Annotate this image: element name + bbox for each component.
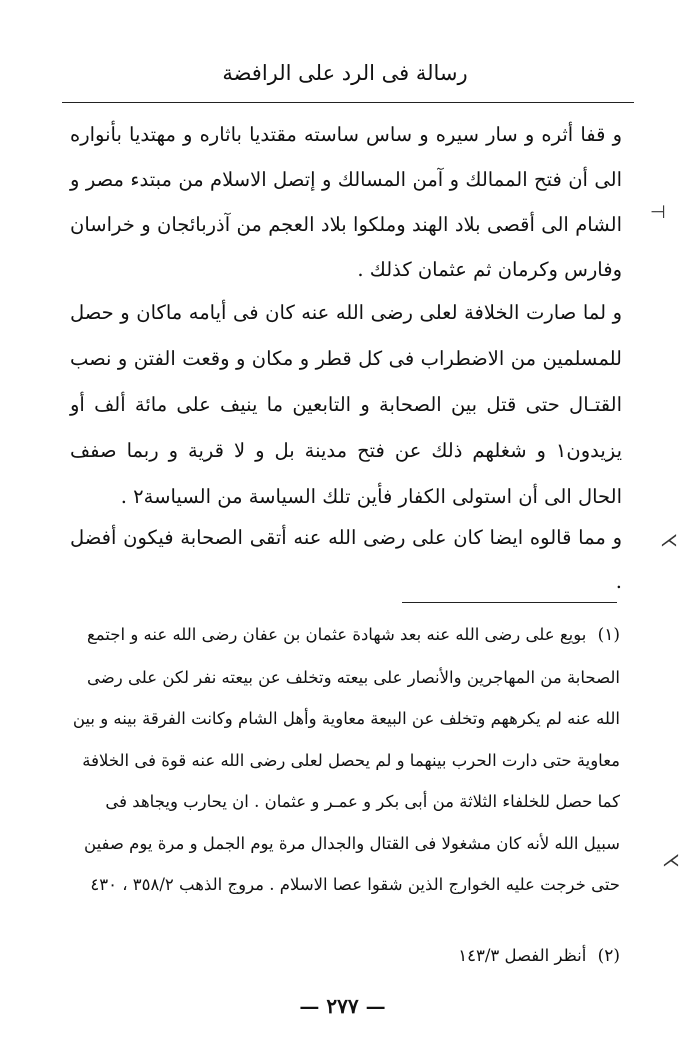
margin-tick-mark-icon: ⋋ <box>662 850 680 871</box>
footnote-2 <box>68 940 620 972</box>
body-paragraph-3: و مما قالوه ايضا كان على رضى الله عنه أتقى الصحابة فيكون أفضل . <box>70 526 622 593</box>
body-paragraph-1: و قفا أثره و سار سيره و ساس ساسته مقتديا باثاره و مهتديا بأنواره الى أن فتح الممالك و آمن المسالك و إتصل الاسلام من مبتدء مصر و الشام الى أقصى بلاد الهند وملكوا بلاد العجم من آذربائجان و خراسان وفارس وكرمان ثم عثمان كذلك . <box>70 123 622 281</box>
footnote-1-text: بويع على رضى الله عنه بعد شهادة عثمان بن عفان رضى الله عنه و اجتمع الصحابة من المهاجرين والأنصار على بيعته وتخلف عن بيعته نفر لكن على رضى الله عنه لم يكرههم وتخلف عن البيعة معاوية وأهل الشام وكانت الفرقة بينه و بين معاوية حتى دارت الحرب بينهما و لم يحصل لعلى رضى الله عنه قوة فى الخلافة كما حصل للخلفاء الثلاثة من أبى بكر و عمـر و عثمان . ان يحارب ويجاهد فى سبيل الله لأنه كان مشغولا فى القتال والجدال مرة يوم الجمل و مرة يوم صفين حتى خرجت عليه الخوارج الذين شقوا عصا الاسلام . مروج الذهب ٣٥٨/٢ ، ٤٣٠ <box>72 625 620 894</box>
footnote-1 <box>68 614 620 906</box>
running-title: رسالة فى الرد على الرافضة <box>222 61 468 85</box>
body-paragraph-2: و لما صارت الخلافة لعلى رضى الله عنه كان فى أيامه ماكان و حصل للمسلمين من الاضطراب فى كل قطر و مكان و وقعت الفتن و نصب القتـال حتى قتل بين الصحابة و التابعين ما ينيف على مائة ألف أو يزيدون١ و شغلهم ذلك عن فتح مدينة بل و لا قرية و ربما صفف الحال الى أن استولى الكفار فأين تلك السياسة من السياسة٢ . <box>70 301 622 508</box>
footnote-2-number: (٢) <box>597 946 620 966</box>
margin-tick-mark-icon: ⋋ <box>660 530 678 551</box>
footnote-1-number: (١) <box>597 625 620 645</box>
margin-tick-mark-icon: ⊢ <box>650 202 666 223</box>
page-number: — ٢٧٧ — <box>299 994 386 1018</box>
footnote-2-text: أنظر الفصل ١٤٣/٣ <box>458 946 587 965</box>
footnote-separator <box>402 602 617 603</box>
header-rule <box>62 102 634 103</box>
